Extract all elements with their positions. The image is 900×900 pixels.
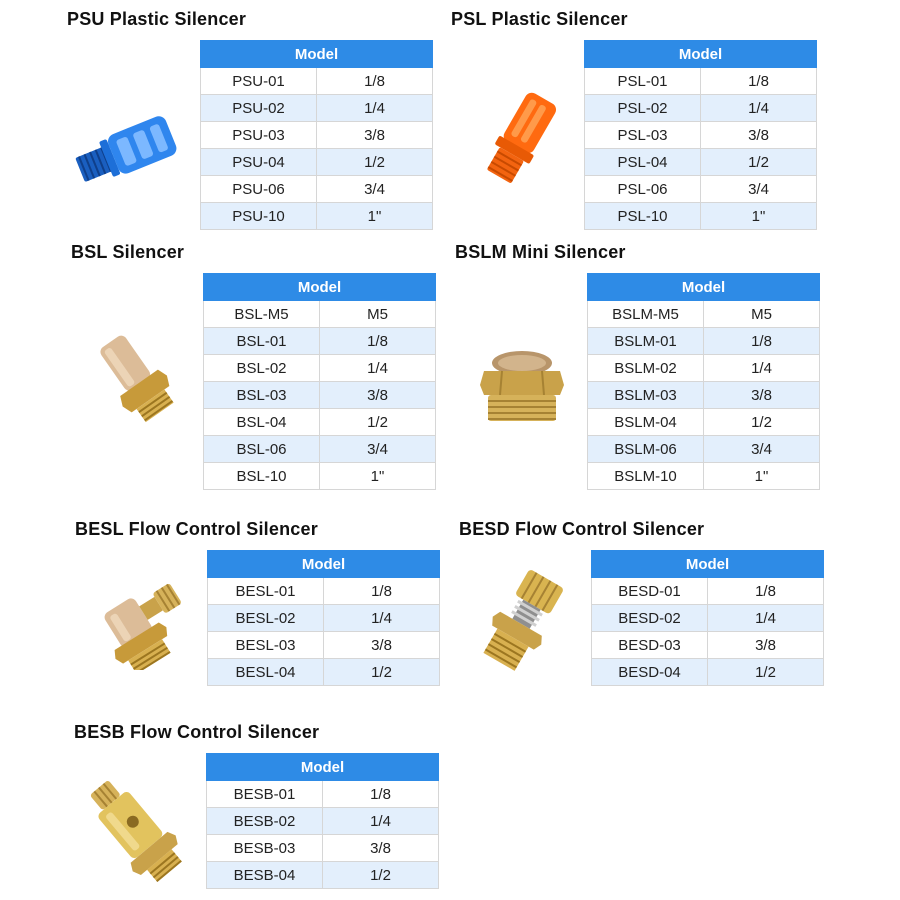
model-number: BSL-04 [204,409,320,436]
model-number: PSL-04 [585,149,701,176]
model-number: BESD-01 [592,578,708,605]
thread-size: 1/4 [317,95,433,122]
model-number: PSL-02 [585,95,701,122]
thread-size: 3/8 [704,382,820,409]
table-header: Model [201,41,433,68]
model-number: BSLM-01 [588,328,704,355]
model-number: BESL-04 [208,659,324,686]
model-number: PSL-03 [585,122,701,149]
section-title-psu: PSU Plastic Silencer [67,9,247,29]
thread-size: 1/2 [708,659,824,686]
thread-size: 1/2 [320,409,436,436]
table-row [207,808,439,835]
model-table-psu [200,40,433,230]
model-number: BESB-04 [207,862,323,889]
model-number: BSLM-02 [588,355,704,382]
model-number: BESB-01 [207,781,323,808]
model-number: PSU-04 [201,149,317,176]
brass-mini-silencer-icon [472,345,572,425]
table-row [204,328,436,355]
model-number: BESL-03 [208,632,324,659]
table-row [204,301,436,328]
section-title-psl: PSL Plastic Silencer [451,9,628,29]
section-title-besl: BESL Flow Control Silencer [75,519,318,539]
table-row [585,122,817,149]
table-header: Model [588,274,820,301]
table-row [588,409,820,436]
thread-size: M5 [704,301,820,328]
thread-size: 1" [320,463,436,490]
thread-size: 1/8 [324,578,440,605]
thread-size: 1" [701,203,817,230]
section-title-bslm: BSLM Mini Silencer [455,242,626,262]
table-header: Model [208,551,440,578]
table-row [592,632,824,659]
spring-flow-control-silencer-icon [470,570,575,675]
model-table-bslm [587,273,820,490]
thread-size: 3/4 [704,436,820,463]
model-number: PSU-10 [201,203,317,230]
bronze-sintered-silencer-icon [80,330,185,425]
model-number: BSL-06 [204,436,320,463]
thread-size: 1/4 [320,355,436,382]
table-row [208,605,440,632]
model-number: PSL-01 [585,68,701,95]
model-number: PSU-03 [201,122,317,149]
model-number: BESB-02 [207,808,323,835]
model-number: PSL-06 [585,176,701,203]
model-number: BSL-10 [204,463,320,490]
table-row [208,578,440,605]
model-number: BSLM-10 [588,463,704,490]
model-table-bsl [203,273,436,490]
model-number: PSU-02 [201,95,317,122]
model-number: BESD-02 [592,605,708,632]
thread-size: 1/8 [701,68,817,95]
thread-size: 3/8 [701,122,817,149]
thread-size: 3/8 [324,632,440,659]
table-row [208,632,440,659]
thread-size: 1/8 [317,68,433,95]
section-title-bsl: BSL Silencer [71,242,185,262]
model-number: PSU-06 [201,176,317,203]
table-row [592,605,824,632]
flow-control-silencer-icon [82,575,197,670]
model-table-besd [591,550,824,686]
model-table-psl [584,40,817,230]
model-number: BSL-01 [204,328,320,355]
model-number: BESL-02 [208,605,324,632]
table-row [588,328,820,355]
table-row [588,463,820,490]
model-number: BSLM-06 [588,436,704,463]
thread-size: 1/2 [324,659,440,686]
table-row [204,355,436,382]
model-number: BESD-03 [592,632,708,659]
thread-size: 1/4 [708,605,824,632]
thread-size: 1/4 [323,808,439,835]
blue-plastic-silencer-icon [70,110,185,190]
thread-size: 1/2 [317,149,433,176]
brass-flow-control-silencer-icon [78,772,193,887]
table-row [585,203,817,230]
table-row [585,68,817,95]
model-number: BSL-M5 [204,301,320,328]
thread-size: 3/8 [320,382,436,409]
table-row [207,835,439,862]
table-row [204,409,436,436]
table-row [588,355,820,382]
table-row [588,436,820,463]
thread-size: 1/8 [708,578,824,605]
thread-size: 1/8 [320,328,436,355]
thread-size: 3/8 [708,632,824,659]
table-header: Model [585,41,817,68]
model-number: BSL-02 [204,355,320,382]
section-title-besb: BESB Flow Control Silencer [74,722,320,742]
table-row [208,659,440,686]
thread-size: 1/4 [701,95,817,122]
thread-size: 1/2 [701,149,817,176]
thread-size: M5 [320,301,436,328]
model-number: BESB-03 [207,835,323,862]
table-row [201,68,433,95]
table-header: Model [592,551,824,578]
table-row [588,382,820,409]
thread-size: 1" [704,463,820,490]
thread-size: 1/8 [704,328,820,355]
model-number: BSL-03 [204,382,320,409]
table-row [207,781,439,808]
table-row [585,95,817,122]
table-row [201,122,433,149]
table-row [201,203,433,230]
table-row [585,176,817,203]
table-header: Model [207,754,439,781]
thread-size: 3/8 [317,122,433,149]
table-row [592,659,824,686]
thread-size: 3/4 [320,436,436,463]
table-row [585,149,817,176]
table-row [204,463,436,490]
orange-plastic-silencer-icon [470,88,570,188]
model-number: PSL-10 [585,203,701,230]
model-number: BESD-04 [592,659,708,686]
table-row [588,301,820,328]
model-table-besl [207,550,440,686]
thread-size: 1/4 [704,355,820,382]
model-number: BSLM-03 [588,382,704,409]
model-number: BESL-01 [208,578,324,605]
thread-size: 3/8 [323,835,439,862]
table-row [207,862,439,889]
thread-size: 1/2 [323,862,439,889]
model-number: PSU-01 [201,68,317,95]
thread-size: 1/4 [324,605,440,632]
model-number: BSLM-04 [588,409,704,436]
model-number: BSLM-M5 [588,301,704,328]
table-header: Model [204,274,436,301]
thread-size: 3/4 [701,176,817,203]
table-row [204,382,436,409]
table-row [201,149,433,176]
table-row [204,436,436,463]
model-table-besb [206,753,439,889]
thread-size: 1" [317,203,433,230]
table-row [201,95,433,122]
thread-size: 1/2 [704,409,820,436]
section-title-besd: BESD Flow Control Silencer [459,519,705,539]
table-row [201,176,433,203]
thread-size: 3/4 [317,176,433,203]
thread-size: 1/8 [323,781,439,808]
table-row [592,578,824,605]
